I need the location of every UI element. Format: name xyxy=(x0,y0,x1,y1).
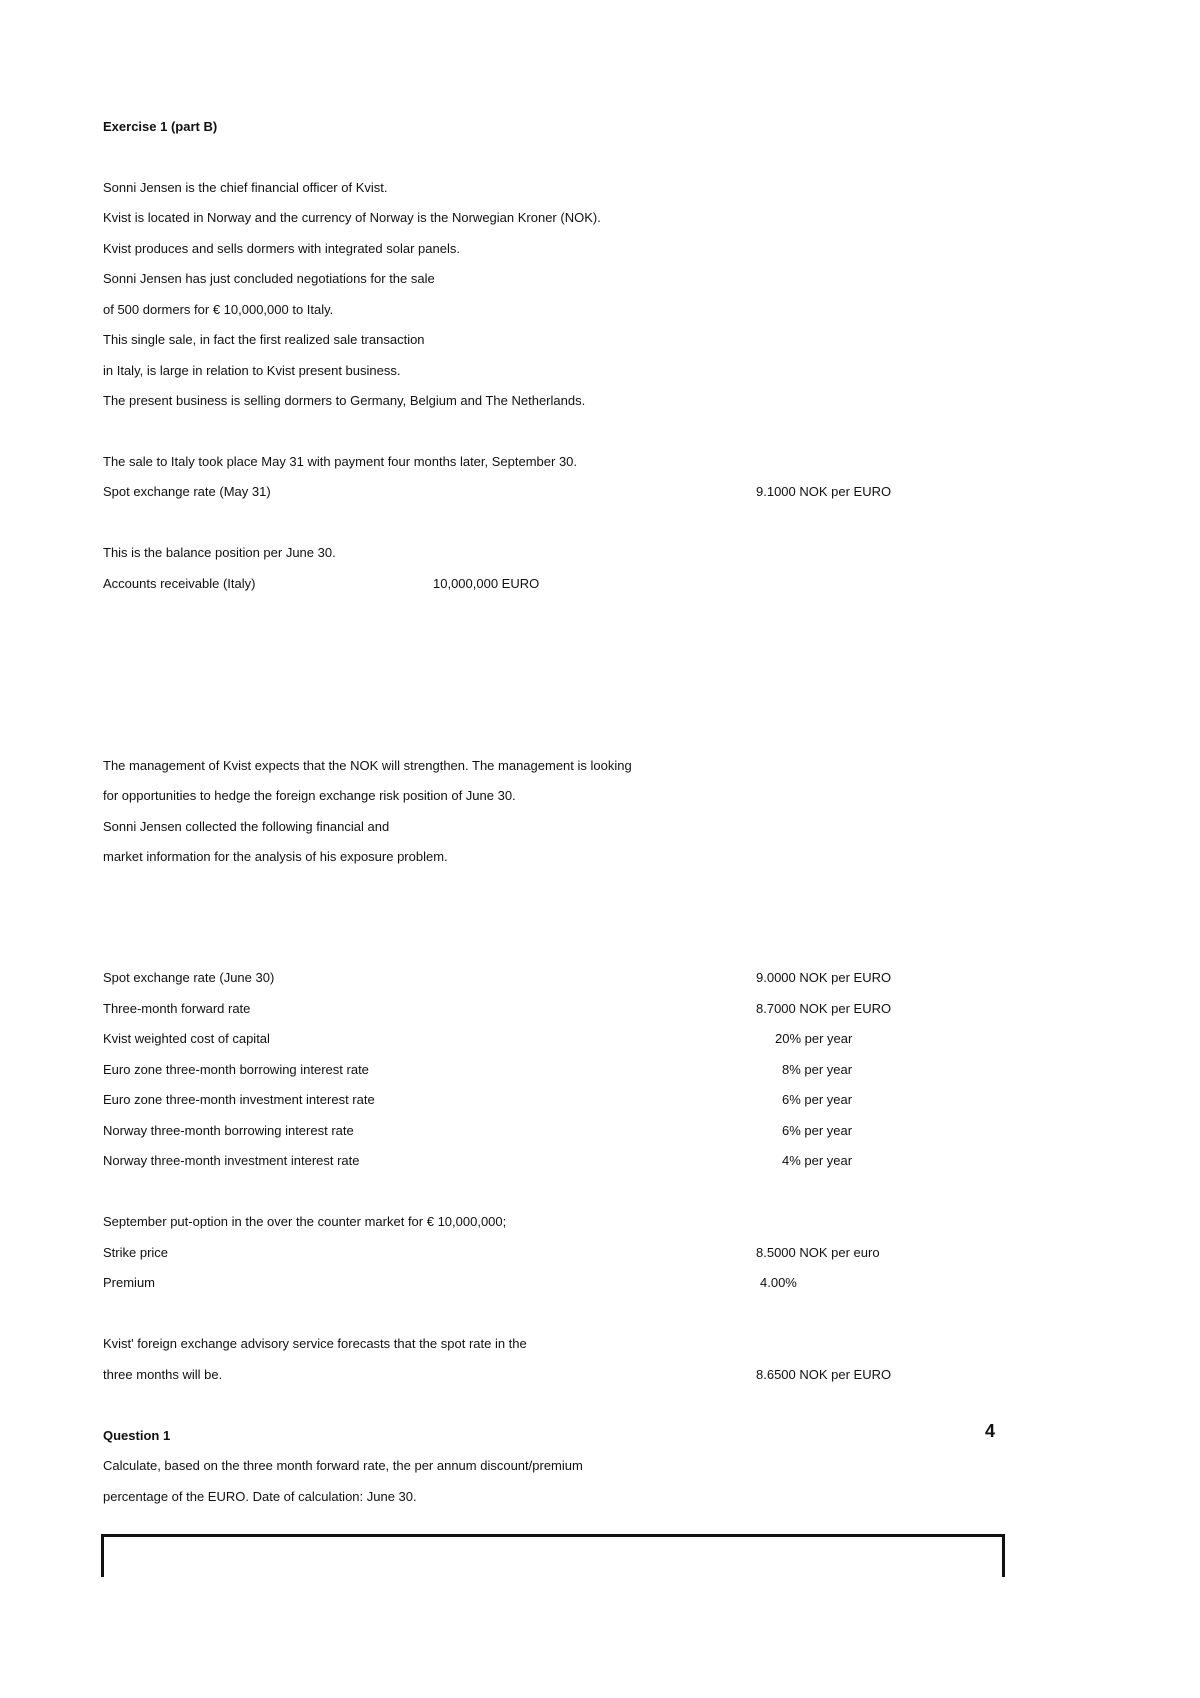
spot-may-label: Spot exchange rate (May 31) xyxy=(103,484,271,499)
spot-may-value: 9.1000 NOK per EURO xyxy=(756,484,892,499)
question-text: percentage of the EURO. Date of calculation: June 30. xyxy=(103,1489,417,1504)
intro-line: Kvist produces and sells dormers with integrated solar panels. xyxy=(103,241,460,256)
intro-line: Sonni Jensen has just concluded negotiations for the sale xyxy=(103,271,435,286)
option-line: September put-option in the over the counter market for € 10,000,000; xyxy=(103,1214,507,1229)
premium-label: Premium xyxy=(103,1275,156,1290)
intro-line: The present business is selling dormers to Germany, Belgium and The Netherlands. xyxy=(103,393,586,408)
intro-line: in Italy, is large in relation to Kvist present business. xyxy=(103,363,401,378)
intro-line: Sonni Jensen is the chief financial officer of Kvist. xyxy=(103,180,388,195)
market-row-value: 20% per year xyxy=(775,1031,853,1046)
management-line: The management of Kvist expects that the NOK will strengthen. The management is looking xyxy=(103,758,632,773)
intro-line: of 500 dormers for € 10,000,000 to Italy. xyxy=(103,302,334,317)
market-row-value: 8.7000 NOK per EURO xyxy=(756,1001,892,1016)
management-line: for opportunities to hedge the foreign exchange risk position of June 30. xyxy=(103,788,516,803)
forecast-value: 8.6500 NOK per EURO xyxy=(756,1367,892,1382)
management-line: market information for the analysis of his exposure problem. xyxy=(103,849,448,864)
question-points: 4 xyxy=(985,1421,996,1441)
strike-label: Strike price xyxy=(103,1245,169,1260)
market-row-label: Euro zone three-month borrowing interest rate xyxy=(103,1062,369,1077)
strike-value: 8.5000 NOK per euro xyxy=(756,1245,880,1260)
market-row-value: 4% per year xyxy=(782,1153,853,1168)
question-title: Question 1 xyxy=(103,1428,171,1443)
receivable-value: 10,000,000 EURO xyxy=(433,576,540,591)
market-row-label: Norway three-month investment interest rate xyxy=(103,1153,360,1168)
market-row-label: Kvist weighted cost of capital xyxy=(103,1031,270,1046)
question-text: Calculate, based on the three month forward rate, the per annum discount/premium xyxy=(103,1458,583,1473)
receivable-label: Accounts receivable (Italy) xyxy=(103,576,256,591)
exercise-title: Exercise 1 (part B) xyxy=(103,119,218,134)
market-row-value: 9.0000 NOK per EURO xyxy=(756,970,892,985)
management-line: Sonni Jensen collected the following financial and xyxy=(103,819,390,834)
market-row-value: 6% per year xyxy=(782,1092,853,1107)
answer-box[interactable] xyxy=(101,1534,1005,1577)
intro-line: Kvist is located in Norway and the currency of Norway is the Norwegian Kroner (NOK). xyxy=(103,210,601,225)
balance-line: This is the balance position per June 30. xyxy=(103,545,336,560)
market-row-value: 8% per year xyxy=(782,1062,853,1077)
forecast-line: three months will be. xyxy=(103,1367,223,1382)
market-row-label: Norway three-month borrowing interest rate xyxy=(103,1123,354,1138)
market-row-label: Three-month forward rate xyxy=(103,1001,251,1016)
intro-line: This single sale, in fact the first realized sale transaction xyxy=(103,332,425,347)
forecast-line: Kvist' foreign exchange advisory service forecasts that the spot rate in the xyxy=(103,1336,527,1351)
market-row-value: 6% per year xyxy=(782,1123,853,1138)
sale-line: The sale to Italy took place May 31 with payment four months later, September 30. xyxy=(103,454,578,469)
market-row-label: Spot exchange rate (June 30) xyxy=(103,970,275,985)
market-row-label: Euro zone three-month investment interest rate xyxy=(103,1092,375,1107)
premium-value: 4.00% xyxy=(760,1275,797,1290)
